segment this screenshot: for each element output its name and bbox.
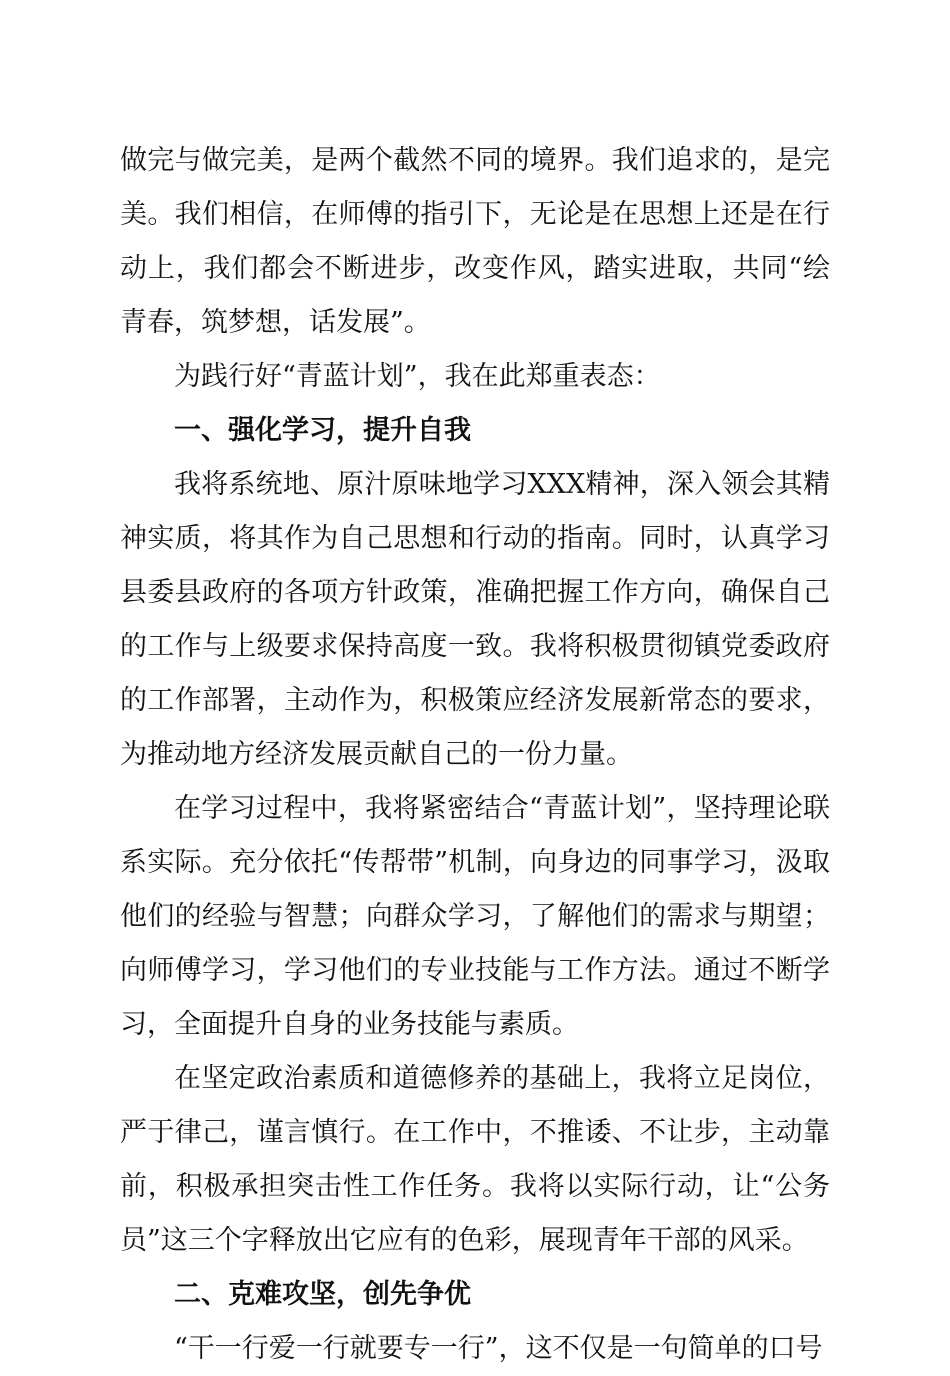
section-heading-2: 二、克难攻坚，创先争优 [174, 1279, 471, 1310]
paragraph-continuation: 做完与做完美，是两个截然不同的境界。我们追求的，是完美。我们相信，在师傅的指引下，无论是在思想上还是在行动上，我们都会不断进步，改变作风，踏实进取，共同“绘青春，筑梦想，话发展”。 [120, 145, 830, 338]
paragraph-pledge-intro: 为践行好“青蓝计划”，我在此郑重表态： [174, 361, 661, 392]
section-heading-1: 一、强化学习，提升自我 [174, 415, 471, 446]
paragraph-study-2: 在学习过程中，我将紧密结合“青蓝计划”，坚持理论联系实际。充分依托“传帮带”机制，向身边的同事学习，汲取他们的经验与智慧；向群众学习，了解他们的需求与期望；向师傅学习，学习他们的专业技能与工作方法。通过不断学习，全面提升自身的业务技能与素质。 [120, 793, 830, 1040]
paragraph-section2-start: “干一行爱一行就要专一行”，这不仅是一句简单的口号 [174, 1333, 823, 1364]
document-body [120, 134, 830, 1376]
paragraph-study-3: 在坚定政治素质和道德修养的基础上，我将立足岗位，严于律己，谨言慎行。在工作中，不推诿、不让步，主动靠前，积极承担突击性工作任务。我将以实际行动，让“公务员”这三个字释放出它应有的色彩，展现青年干部的风采。 [120, 1063, 830, 1256]
paragraph-study-1: 我将系统地、原汁原味地学习XXX精神，深入领会其精神实质，将其作为自己思想和行动的指南。同时，认真学习县委县政府的各项方针政策，准确把握工作方向，确保自己的工作与上级要求保持高度一致。我将积极贯彻镇党委政府的工作部署，主动作为，积极策应经济发展新常态的要求，为推动地方经济发展贡献自己的一份力量。 [120, 469, 830, 770]
